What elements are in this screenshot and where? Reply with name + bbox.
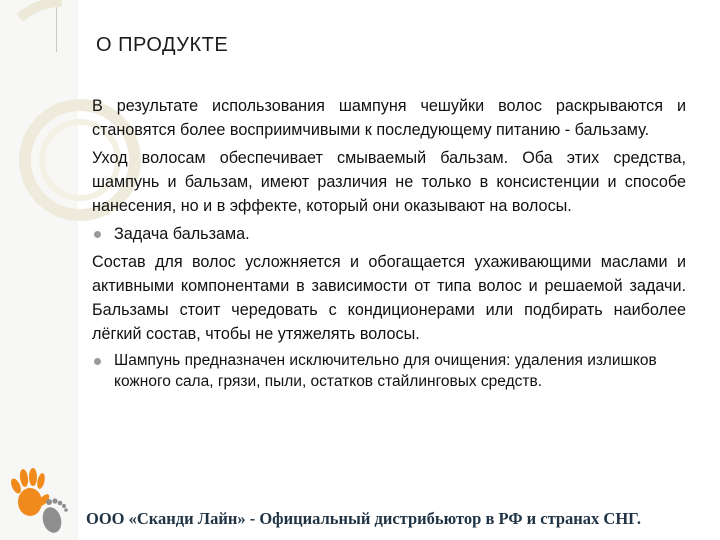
hand-and-foot-prints-logo-icon [4,456,80,536]
footer-company-line: ООО «Сканди Лайн» - Официальный дистрибьютор в РФ и странах СНГ. [86,509,641,528]
bullet-dot-icon [94,231,101,238]
paragraph-shampoo-effect: В результате использования шампуня чешуйки волос раскрываются и становятся более восприимчивыми к последующему питанию - бальзаму. [92,97,686,139]
slide-content [92,94,686,396]
bullet-dot-icon [94,358,101,365]
slide-title: О ПРОДУКТЕ [96,34,229,56]
paragraph-composition: Состав для волос усложняется и обогащается ухаживающими маслами и активными компонентами в зависимости от типа волос и решаемой задачи. Бальзамы стоит чередовать с кондиционерами или подбирать наиболее лёгкий состав, чтобы не утяжелять волосы. [92,253,686,343]
bullet-shampoo-purpose-text: Шампунь предназначен исключительно для очищения: удаления излишков кожного сала, грязи, пыли, остатков стайлинговых средств. [114,352,657,390]
bullet-shampoo-purpose [92,350,686,392]
bullet-balm-task-text: Задача бальзама. [114,225,250,243]
paragraph-balm-care: Уход волосам обеспечивает смываемый бальзам. Оба этих средства, шампунь и бальзам, имеют различия не только в консистенции и способе нанесения, но и в эффекте, который они оказывают на волосы. [92,149,686,215]
bullet-balm-task [92,222,686,246]
